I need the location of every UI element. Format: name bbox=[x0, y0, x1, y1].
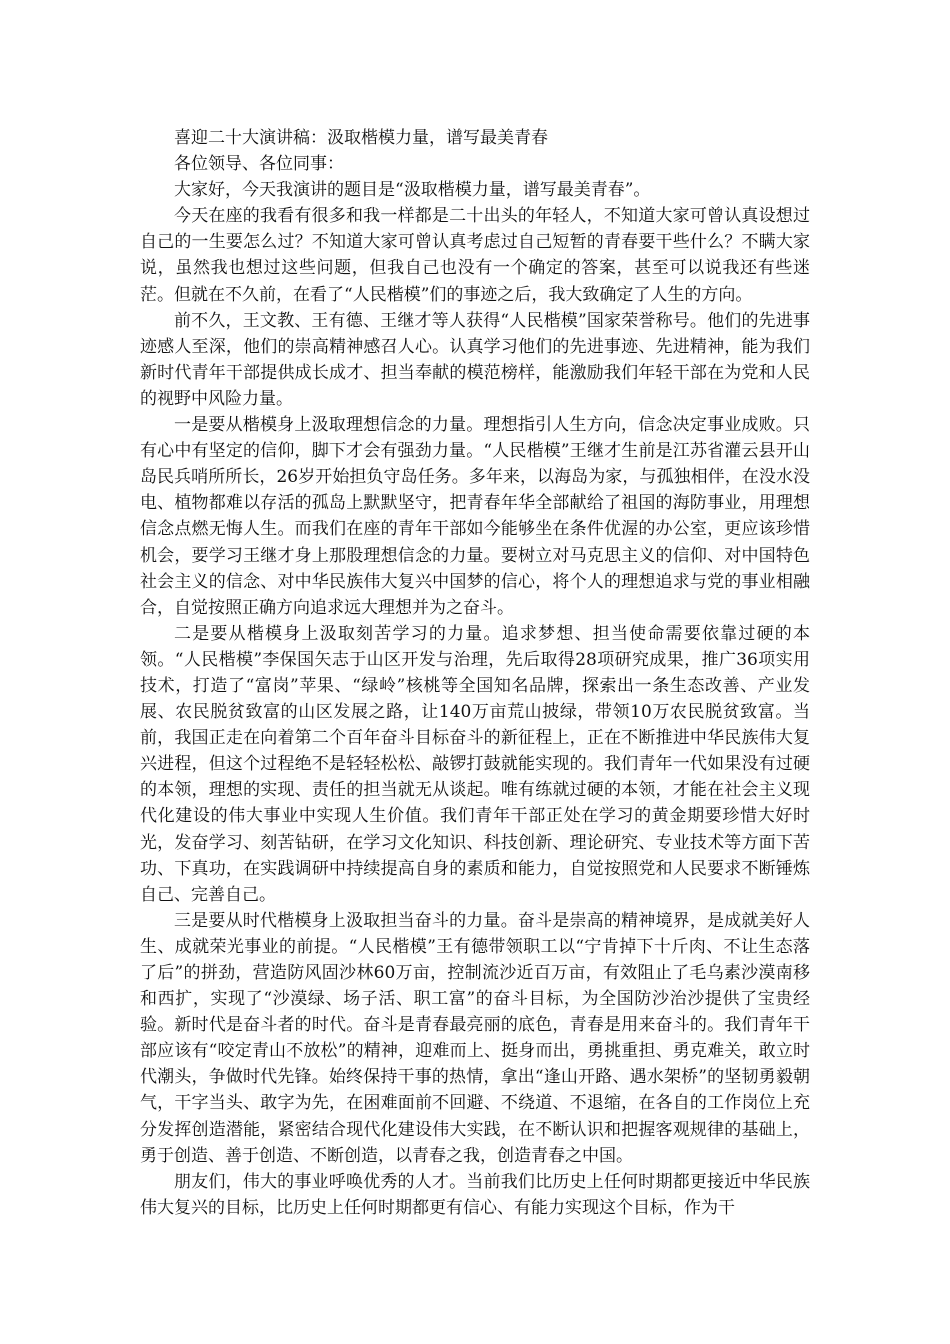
paragraph: 前不久，王文教、王有德、王继才等人获得“人民楷模”国家荣誉称号。他们的先进事迹感人至深，他们的崇高精神感召人心。认真学习他们的先进事迹、先进精神，能为我们新时代青年干部提供成长成才、担当奉献的模范榜样，能激励我们年轻干部在为党和人民的视野中风险力量。 bbox=[140, 310, 810, 409]
paragraph: 三是要从时代楷模身上汲取担当奋斗的力量。奋斗是崇高的精神境界，是成就美好人生、成就荣光事业的前提。“人民楷模”王有德带领职工以“宁肯掉下十斤肉、不让生态落了后”的拼劲，营造防风固沙林60万亩，控制流沙近百万亩，有效阻止了毛乌素沙漠南移和西扩，实现了“沙漠绿、场子活、职工富”的奋斗目标，为全国防沙治沙提供了宝贵经验。新时代是奋斗者的时代。奋斗是青春最亮丽的底色，青春是用来奋斗的。我们青年干部应该有“咬定青山不放松”的精神，迎难而上、挺身而出，勇挑重担、勇克难关，敢立时代潮头，争做时代先锋。始终保持干事的热情，拿出“逢山开路、遇水架桥”的坚韧勇毅朝气，干字当头、敢字为先，在困难面前不回避、不绕道、不退缩，在各自的工作岗位上充分发挥创造潜能，紧密结合现代化建设伟大实践，在不断认识和把握客观规律的基础上，勇于创造、善于创造、不断创造，以青春之我，创造青春之中国。 bbox=[140, 910, 810, 1166]
document-title: 喜迎二十大演讲稿：汲取楷模力量，谱写最美青春 bbox=[174, 128, 548, 148]
document-body bbox=[140, 125, 810, 1221]
paragraph: 今天在座的我看有很多和我一样都是二十出头的年轻人，不知道大家可曾认真设想过自己的一生要怎么过？不知道大家可曾认真考虑过自己短暂的青春要干些什么？不瞒大家说，虽然我也想过这些问题，但我自己也没有一个确定的答案，甚至可以说我还有些迷茫。但就在不久前，在看了“人民楷模”们的事迹之后，我大致确定了人生的方向。 bbox=[140, 206, 810, 305]
paragraph: 大家好，今天我演讲的题目是“汲取楷模力量，谱写最美青春”。 bbox=[174, 180, 651, 201]
paragraph: 朋友们，伟大的事业呼唤优秀的人才。当前我们比历史上任何时期都更接近中华民族伟大复兴的目标，比历史上任何时期都更有信心、有能力实现这个目标，作为干 bbox=[140, 1171, 810, 1218]
paragraph: 二是要从楷模身上汲取刻苦学习的力量。追求梦想、担当使命需要依靠过硬的本领。“人民楷模”李保国矢志于山区开发与治理，先后取得28项研究成果，推广36项实用技术，打造了“富岗”苹果、“绿岭”核桃等全国知名品牌，探索出一条生态改善、产业发展、农民脱贫致富的山区发展之路，让140万亩荒山披绿，带领10万农民脱贫致富。当前，我国正走在向着第二个百年奋斗目标奋斗的新征程上，正在不断推进中华民族伟大复兴进程，但这个过程绝不是轻轻松松、敲锣打鼓就能实现的。我们青年一代如果没有过硬的本领，理想的实现、责任的担当就无从谈起。唯有练就过硬的本领，才能在社会主义现代化建设的伟大事业中实现人生价值。我们青年干部正处在学习的黄金期要珍惜大好时光，发奋学习、刻苦钻研，在学习文化知识、科技创新、理论研究、专业技术等方面下苦功、下真功，在实践调研中持续提高自身的素质和能力，自觉按照党和人民要求不断锤炼自己、完善自己。 bbox=[140, 623, 810, 905]
salutation: 各位领导、各位同事： bbox=[174, 154, 344, 175]
paragraph: 一是要从楷模身上汲取理想信念的力量。理想指引人生方向，信念决定事业成败。只有心中有坚定的信仰，脚下才会有强劲力量。“人民楷模”王继才生前是江苏省灌云县开山岛民兵哨所所长，26岁开始担负守岛任务。多年来，以海岛为家，与孤独相伴，在没水没电、植物都难以存活的孤岛上默默坚守，把青春年华全部献给了祖国的海防事业，用理想信念点燃无悔人生。而我们在座的青年干部如今能够坐在条件优渥的办公室，更应该珍惜机会，要学习王继才身上那股理想信念的力量。要树立对马克思主义的信仰、对中国特色社会主义的信念、对中华民族伟大复兴中国梦的信心，将个人的理想追求与党的事业相融合，自觉按照正确方向追求远大理想并为之奋斗。 bbox=[140, 415, 810, 618]
